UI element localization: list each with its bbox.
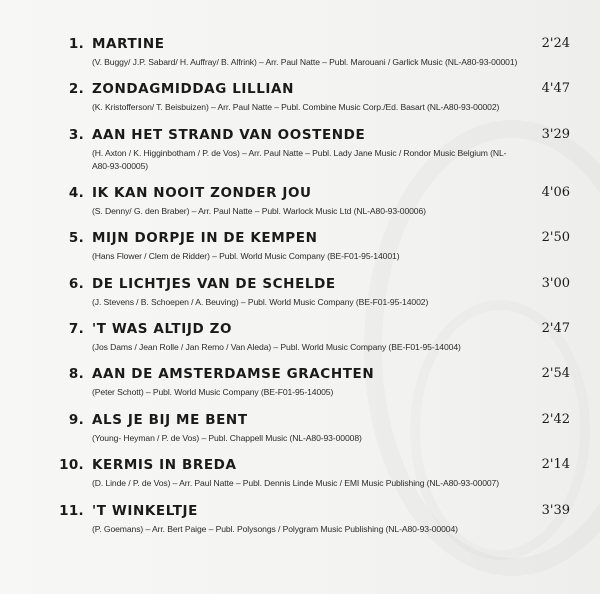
track-credit: (D. Linde / P. de Vos) – Arr. Paul Natte – Publ. Dennis Linde Music / EMI Music Publishing (NL-A80-93-00007) bbox=[92, 478, 500, 489]
track-credit: (Young- Heyman / P. de Vos) – Publ. Chappell Music (NL-A80-93-00008) bbox=[92, 432, 362, 443]
track-row bbox=[0, 410, 600, 455]
track-number: 11. bbox=[59, 502, 84, 519]
track-credit: (J. Stevens / B. Schoepen / A. Beuving) – Publ. World Music Company (BE-F01-95-14002) bbox=[92, 296, 429, 307]
track-credit: (Peter Schott) – Publ. World Music Company (BE-F01-95-14005) bbox=[92, 387, 334, 398]
track-credit: (H. Axton / K. Higginbotham / P. de Vos) – Arr. Paul Natte – Publ. Lady Jane Music / Rondor Music Belgium (NL-A80-93-00005) bbox=[92, 147, 507, 171]
track-title: IK KAN NOOIT ZONDER JOU bbox=[92, 184, 312, 201]
track-number: 10. bbox=[59, 457, 84, 474]
track-row bbox=[0, 183, 600, 228]
track-duration: 4'06 bbox=[541, 184, 570, 200]
track-duration: 3'39 bbox=[541, 502, 570, 518]
track-number: 9. bbox=[68, 411, 84, 428]
track-number: 3. bbox=[68, 126, 84, 143]
track-row bbox=[0, 274, 600, 319]
track-credit: (K. Kristofferson/ T. Beisbuizen) – Arr. Paul Natte – Publ. Combine Music Corp./Ed. Basart (NL-A80-93-00002) bbox=[92, 102, 500, 113]
track-title: KERMIS IN BREDA bbox=[92, 457, 237, 474]
track-duration: 2'54 bbox=[541, 366, 570, 382]
track-row bbox=[0, 228, 600, 273]
track-title: 'T WINKELTJE bbox=[92, 502, 198, 519]
track-duration: 2'24 bbox=[541, 36, 570, 51]
track-number: 4. bbox=[68, 184, 84, 201]
track-title: MARTINE bbox=[92, 36, 165, 52]
track-number: 1. bbox=[68, 36, 84, 52]
track-title: DE LICHTJES VAN DE SCHELDE bbox=[92, 275, 336, 292]
track-row bbox=[0, 125, 600, 183]
track-duration: 2'14 bbox=[541, 457, 570, 473]
track-credit: (P. Goemans) – Arr. Bert Paige – Publ. Polysongs / Polygram Music Publishing (NL-A80-93-00004) bbox=[92, 523, 458, 534]
track-row bbox=[0, 79, 600, 124]
track-duration: 2'47 bbox=[541, 320, 570, 336]
track-row bbox=[0, 34, 600, 79]
track-title: AAN DE AMSTERDAMSE GRACHTEN bbox=[92, 366, 375, 383]
track-title: 'T WAS ALTIJD ZO bbox=[92, 320, 233, 337]
track-number: 7. bbox=[68, 320, 84, 337]
track-number: 5. bbox=[68, 230, 84, 247]
track-duration: 4'47 bbox=[541, 81, 570, 97]
track-title: AAN HET STRAND VAN OOSTENDE bbox=[92, 126, 366, 143]
track-duration: 2'50 bbox=[541, 230, 570, 246]
track-duration: 3'00 bbox=[541, 275, 570, 291]
track-title: ALS JE BIJ ME BENT bbox=[92, 411, 248, 428]
track-row bbox=[0, 501, 600, 546]
track-duration: 3'29 bbox=[541, 126, 570, 142]
track-number: 2. bbox=[68, 81, 84, 98]
track-row bbox=[0, 455, 600, 500]
track-duration: 2'42 bbox=[541, 411, 570, 427]
track-list bbox=[0, 34, 600, 546]
track-row bbox=[0, 319, 600, 364]
track-title: MIJN DORPJE IN DE KEMPEN bbox=[92, 230, 318, 247]
track-credit: (V. Buggy/ J.P. Sabard/ H. Auffray/ B. Alfrink) – Arr. Paul Natte – Publ. Marouani / Garlick Music (NL-A80-93-00001) bbox=[92, 57, 518, 67]
track-credit: (S. Denny/ G. den Braber) – Arr. Paul Natte – Publ. Warlock Music Ltd (NL-A80-93-00006) bbox=[92, 205, 426, 216]
track-title: ZONDAGMIDDAG LILLIAN bbox=[92, 81, 294, 98]
track-credit: (Jos Dams / Jean Rolle / Jan Remo / Van Aleda) – Publ. World Music Company (BE-F01-95-14004) bbox=[92, 341, 461, 352]
track-credit: (Hans Flower / Clem de Ridder) – Publ. World Music Company (BE-F01-95-14001) bbox=[92, 251, 400, 262]
track-number: 6. bbox=[68, 275, 84, 292]
track-number: 8. bbox=[68, 366, 84, 383]
track-row bbox=[0, 364, 600, 409]
